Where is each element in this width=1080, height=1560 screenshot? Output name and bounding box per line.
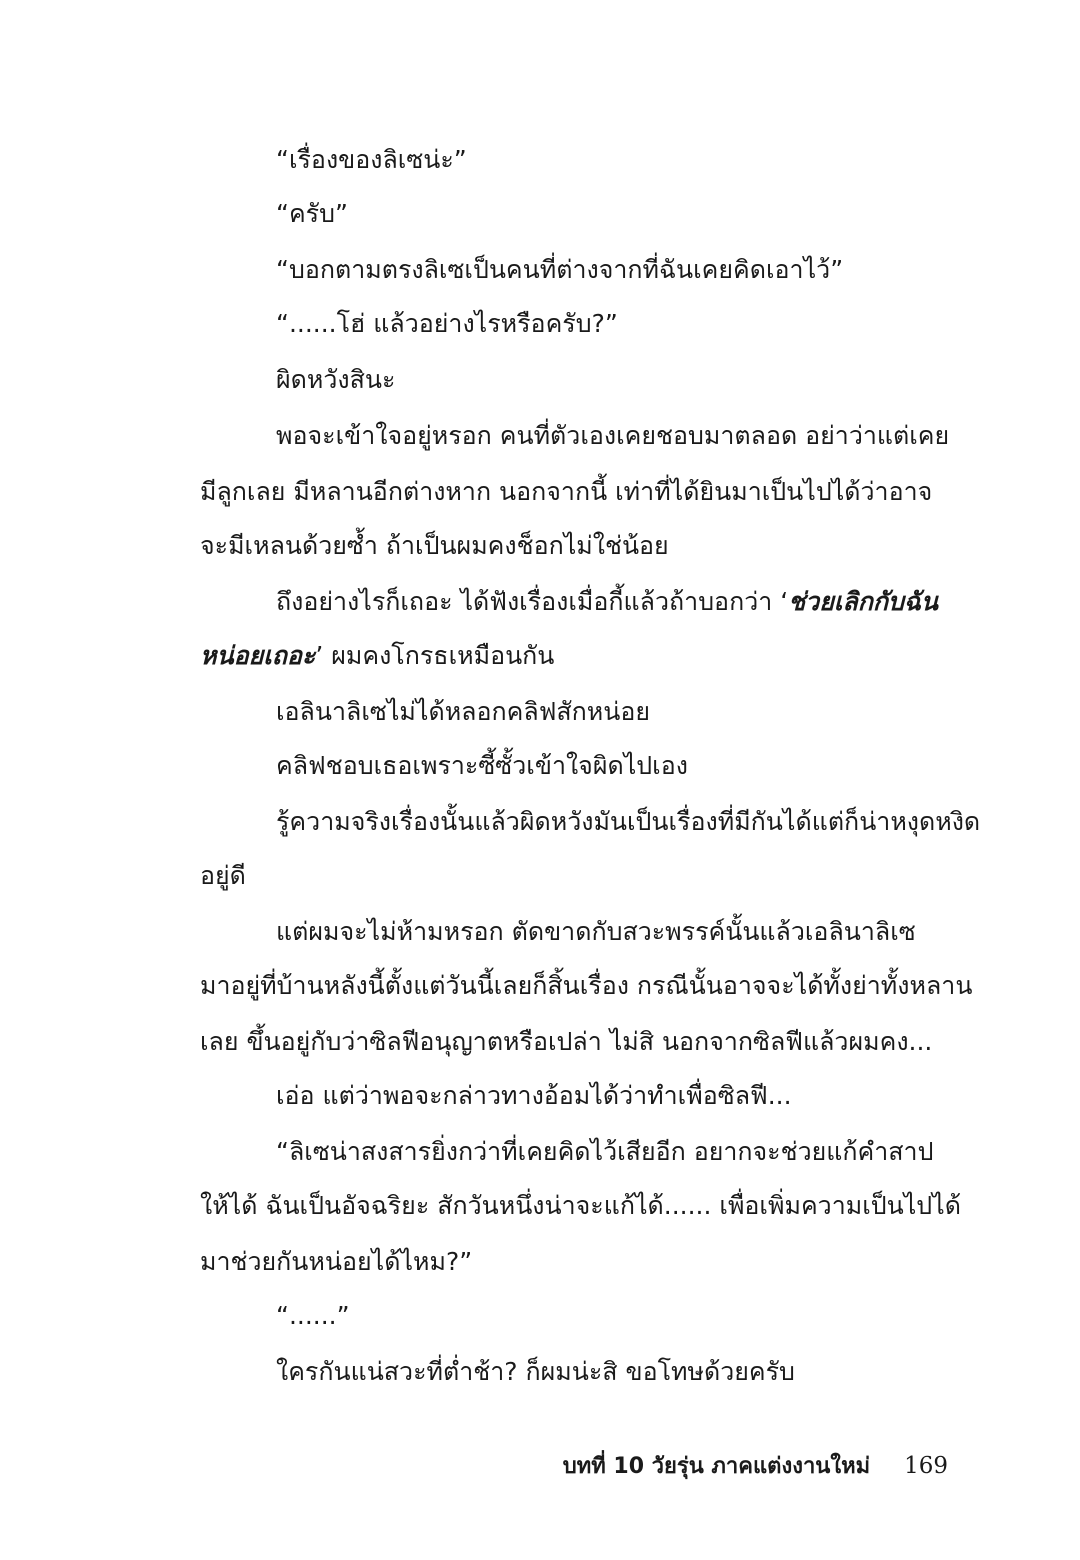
paragraph-line: แต่ผมจะไม่ห้ามหรอก ตัดขาดกับสวะพรรค์นั้นแล้วเอลินาลิเซ — [276, 917, 916, 946]
paragraph-line: เอ่อ แต่ว่าพอจะกล่าวทางอ้อมได้ว่าทำเพื่อซิลฟี... — [276, 1081, 792, 1110]
dialogue-line: ให้ได้ ฉันเป็นอัจฉริยะ สักวันหนึ่งน่าจะแก้ได้...... เพื่อเพิ่มความเป็นไปได้ — [200, 1191, 961, 1220]
chapter-title: บทที่ 10 วัยรุ่น ภาคแต่งงานใหม่ — [562, 1454, 871, 1479]
emphasized-text: ช่วยเลิกกับฉัน — [788, 587, 938, 616]
paragraph-line: รู้ความจริงเรื่องนั้นแล้วผิดหวังมันเป็นเรื่องที่มีกันได้แต่ก็น่าหงุดหงิด — [276, 807, 981, 836]
paragraph-line: ใครกันแน่สวะที่ต่ำช้า? ก็ผมน่ะสิ ขอโทษด้วยครับ — [276, 1357, 795, 1386]
dialogue-line: “......” — [276, 1301, 350, 1330]
paragraph-line: ผิดหวังสินะ — [276, 365, 396, 394]
dialogue-line: “บอกตามตรงลิเซเป็นคนที่ต่างจากที่ฉันเคยคิดเอาไว้” — [276, 255, 844, 284]
paragraph-text: ’ ผมคงโกรธเหมือนกัน — [315, 641, 555, 670]
emphasized-text: หน่อยเถอะ — [200, 641, 316, 670]
paragraph-text: ถึงอย่างไรก็เถอะ ได้ฟังเรื่องเมื่อกี้แล้วถ้าบอกว่า ‘ — [276, 587, 789, 616]
paragraph-line: เลย ขึ้นอยู่กับว่าซิลฟีอนุญาตหรือเปล่า ไม่สิ นอกจากซิลฟีแล้วผมคง... — [200, 1027, 933, 1056]
page-number: 169 — [904, 1453, 948, 1479]
dialogue-line: “ลิเซน่าสงสารยิ่งกว่าที่เคยคิดไว้เสียอีก อยากจะช่วยแก้คำสาป — [276, 1137, 934, 1166]
dialogue-line: “......โฮ่ แล้วอย่างไรหรือครับ?” — [276, 309, 618, 338]
paragraph-line: พอจะเข้าใจอยู่หรอก คนที่ตัวเองเคยชอบมาตลอด อย่าว่าแต่เคย — [276, 421, 950, 450]
dialogue-line: “เรื่องของลิเซน่ะ” — [276, 145, 467, 174]
paragraph-line: มีลูกเลย มีหลานอีกต่างหาก นอกจากนี้ เท่าที่ได้ยินมาเป็นไปได้ว่าอาจ — [200, 477, 933, 506]
dialogue-line: มาช่วยกันหน่อยได้ไหม?” — [200, 1247, 473, 1276]
paragraph-line: มาอยู่ที่บ้านหลังนี้ตั้งแต่วันนี้เลยก็สิ้นเรื่อง กรณีนั้นอาจจะได้ทั้งย่าทั้งหลาน — [200, 971, 973, 1000]
paragraph-line: คลิฟชอบเธอเพราะซี้ซั้วเข้าใจผิดไปเอง — [276, 751, 688, 780]
paragraph-line — [276, 582, 938, 622]
paragraph-line: เอลินาลิเซไม่ได้หลอกคลิฟสักหน่อย — [276, 697, 651, 726]
paragraph-line: อยู่ดี — [200, 861, 246, 890]
dialogue-line: “ครับ” — [276, 199, 348, 228]
page-footer — [520, 1448, 948, 1484]
paragraph-line: จะมีเหลนด้วยซ้ำ ถ้าเป็นผมคงช็อกไม่ใช่น้อย — [200, 531, 669, 560]
paragraph-line — [200, 636, 554, 676]
